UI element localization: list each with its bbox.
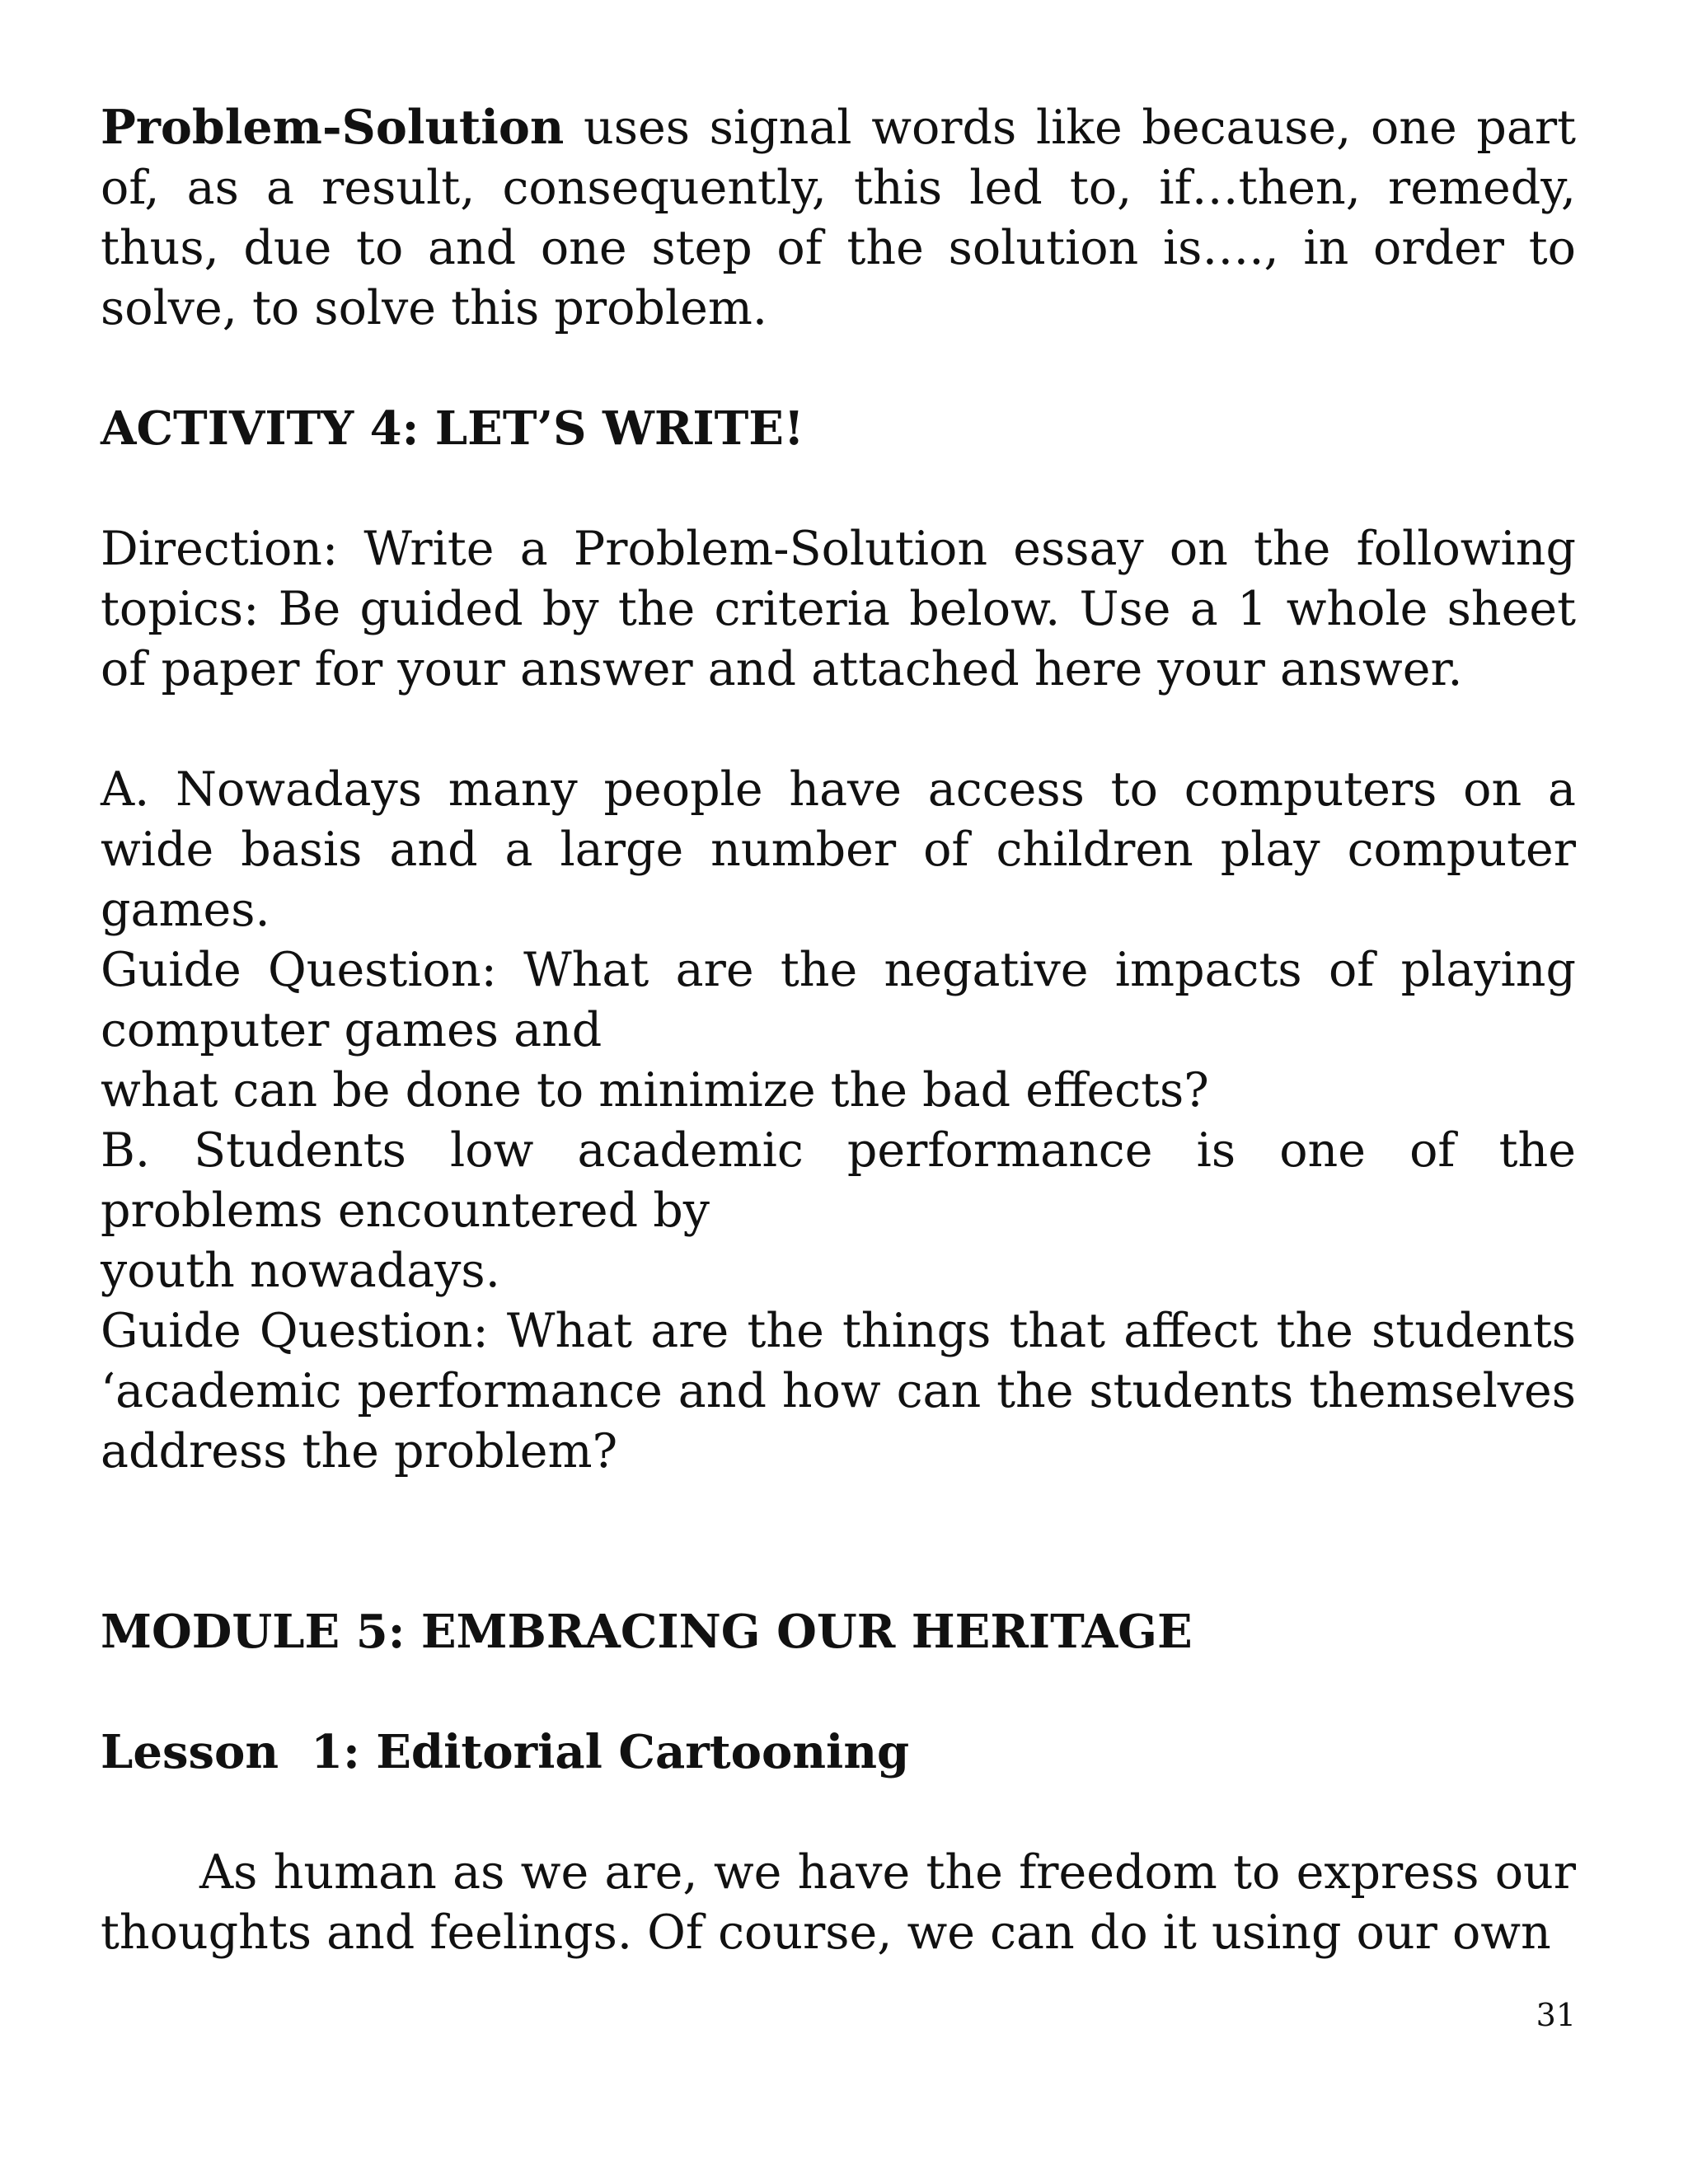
direction-paragraph: Direction: Write a Problem-Solution essay on the following topics: Be guided by the criteria below. Use a 1 whole sheet of paper for your answer and attached here your answer. xyxy=(101,522,1576,696)
module-heading: MODULE 5: EMBRACING OUR HERITAGE xyxy=(101,1605,1193,1659)
guide-question-a-line-1: Guide Question: What are the negative impacts of playing computer games and xyxy=(101,943,1576,1057)
item-a-paragraph: A. Nowadays many people have access to computers on a wide basis and a large number of children play computer games. xyxy=(101,762,1576,937)
intro-term: Problem-Solution xyxy=(101,100,565,155)
item-b-line-2: youth nowadays. xyxy=(101,1244,500,1298)
guide-question-b: Guide Question: What are the things that affect the students ‘academic performance and how can the students themselves address the problem? xyxy=(101,1304,1576,1479)
lesson-heading: Lesson 1: Editorial Cartooning xyxy=(101,1725,910,1779)
document-page xyxy=(101,97,1576,1963)
guide-question-a-line-2: what can be done to minimize the bad effects? xyxy=(101,1063,1209,1118)
activity-heading: ACTIVITY 4: LET’S WRITE! xyxy=(101,401,804,456)
intro-paragraph xyxy=(101,97,1576,339)
item-b-line-1: B. Students low academic performance is one of the problems encountered by xyxy=(101,1123,1576,1238)
intro-text: uses signal words like because, one part of, as a result, consequently, this led to, if…then, remedy, thus, due to and one step of the solution is…., in order to solve, to solve this problem. xyxy=(101,101,1576,335)
lesson-body-paragraph: As human as we are, we have the freedom to express our thoughts and feelings. Of course, we can do it using our own xyxy=(101,1845,1576,1960)
page-number: 31 xyxy=(1536,1997,1576,2033)
